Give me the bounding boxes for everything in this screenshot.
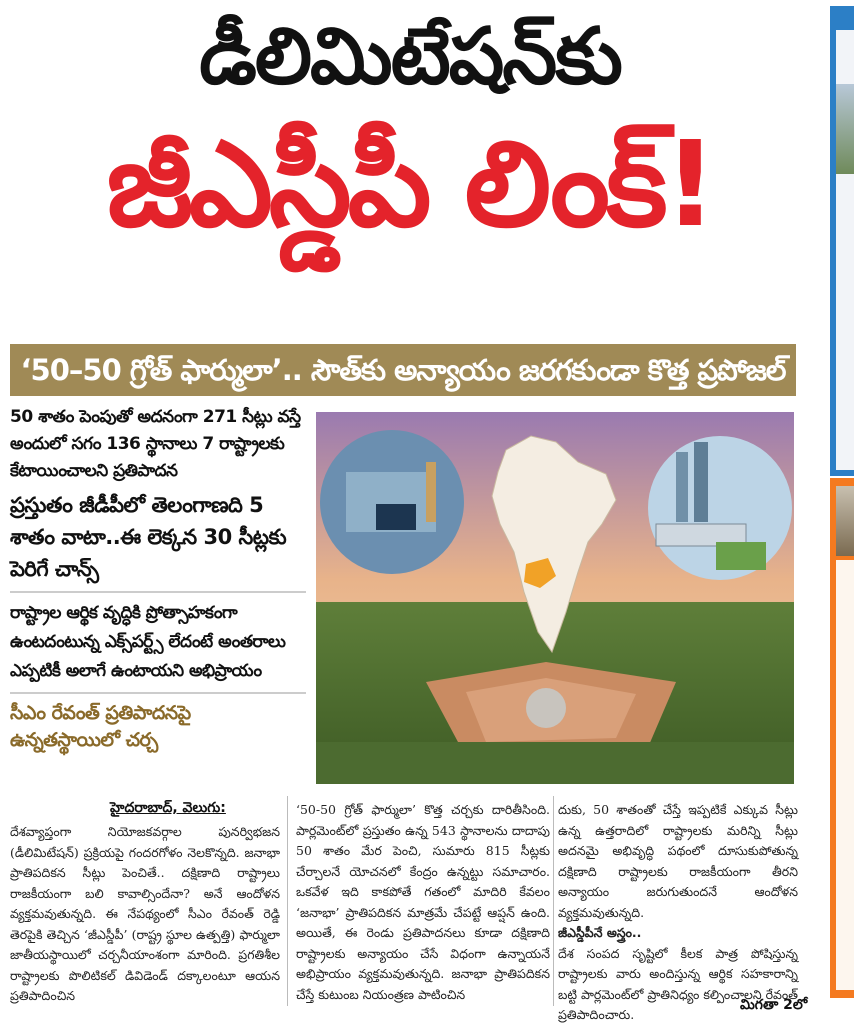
- column-rule: [553, 796, 554, 1006]
- article-column-2: ‘50-50 గ్రోత్ ఫార్ములా’ కొత్త చర్చకు దారితీసింది. పార్లమెంట్‌లో ప్రస్తుతం ఉన్న 543 స్థానాలను దాదాపు 50 శాతం మేర పెంచి, సుమారు 815 సీట్లకు చేర్చాలనే యోచనలో కేంద్రం ఉన్నట్టు సమాచారం. ఒకవేళ ఇది కాకపోతే గతంలో మాదిరి కేవలం ‘జనాభా’ ప్రాతిపదికన మాత్రమే చేపట్టే ఆప్షన్ ఉంది. అయితే, ఈ రెండు ప్రతిపాదనలు కూడా దక్షిణాది రాష్ట్రాలకు అన్యాయం చేసే విధంగా ఉన్నాయనే అభిప్రాయం వ్యక్తమవుతున్నది. జనాభా ప్రాతిపదికన చేస్తే కుటుంబ నియంత్రణ పాటించిన: [296, 802, 550, 1002]
- article-column-1: దేశవ్యాప్తంగా నియోజకవర్గాల పునర్విభజన (డీలిమిటేషన్) ప్రక్రియపై గందరగోళం నెలకొన్నది. జనాభా ప్రాతిపదికన సీట్లు పెంచితే.. దక్షిణాది రాష్ట్రాలు రాజకీయంగా బలి కావాల్సిందేనా? అనే ఆందోళన వ్యక్తమవుతున్నది. ఈ నేపథ్యంలో సీఎం రేవంత్ రెడ్డి తెరపైకి తెచ్చిన ‘జీఎస్డీపీ’ (రాష్ట్ర స్థూల ఉత్పత్తి) ఫార్ములా జాతీయస్థాయిలో చర్చనీయాంశంగా మారింది. ప్రగతిశీల రాష్ట్రాలకు పొలిటికల్ డివిడెండ్ దక్కాలంటూ ఆయన ప్రతిపాదించిన: [10, 824, 280, 1003]
- column-rule: [287, 796, 288, 1006]
- right-strip-photo: [836, 84, 854, 174]
- hero-illustration: [316, 412, 794, 784]
- highlight-point-4: సీఎం రేవంత్ ప్రతిపాదనపై ఉన్నతస్థాయిలో చర్చ: [10, 702, 191, 751]
- right-strip-photo-2: [836, 486, 854, 556]
- article-column-3: [558, 800, 798, 1026]
- divider: [10, 692, 306, 694]
- subheading-banner: ‘50–50 గ్రోత్ ఫార్ములా’.. సౌత్‌కు అన్యాయం జరగకుండా కొత్త ప్రపోజల్: [10, 344, 796, 396]
- highlights-sidebar: [10, 404, 306, 754]
- highlight-point-3: రాష్ట్రాల ఆర్థిక వృద్ధికి ప్రోత్సాహకంగా ఉంటదంటున్న ఎక్స్‌పర్ట్స్ లేదంటే అంతరాలు ఎప్పటికీ అలాగే ఉంటాయని అభిప్రాయం: [10, 603, 286, 681]
- article-subheading: జీఎస్డీపీనే అస్త్రం..: [558, 925, 642, 940]
- article-column-3-text: దుకు, 50 శాతంతో చేస్తే ఇప్పటికే ఎక్కువ సీట్లు ఉన్న ఉత్తరాదిలో రాష్ట్రాలకు మరిన్ని సీట్లు అదనమై అభివృద్ధి పథంలో దూసుకుపోతున్న దక్షిణాది రాష్ట్రాలకు రాజకీయంగా తీరని అన్యాయం జరుగుతుందనే ఆందోళన వ్యక్తమవుతున్నది.: [558, 802, 798, 920]
- headline-line2: జీఎస్డీపీ లింక్!: [106, 115, 714, 253]
- highlight-point-2: ప్రస్తుతం జీడీపీలో తెలంగాణది 5 శాతం వాటా..ఈ లెక్కన 30 సీట్లకు పెరిగే చాన్స్: [10, 493, 287, 581]
- right-strip-orange-panel: [836, 560, 854, 990]
- byline: హైదరాబాద్, వెలుగు:: [110, 800, 226, 816]
- article-column-3-text-2: దేశ సంపద సృష్టిలో కీలక పాత్ర పోషిస్తున్న రాష్ట్రాలకు వారు అందిస్తున్న ఆర్థిక సహకారాన్ని బట్టి పార్లమెంట్‌లో ప్రాతినిధ్యం కల్పించాలని రేవంత్ ప్రతిపాదించారు.: [558, 945, 798, 1022]
- headline-line1: డీలిమిటేషన్‌కు: [199, 12, 621, 102]
- highlight-point-1: 50 శాతం పెంపుతో అదనంగా 271 సీట్లు వస్తే అందులో సగం 136 స్థానాలు 7 రాష్ట్రాలకు కేటాయించాలని ప్రతిపాదన: [10, 407, 301, 481]
- continued-marker: మిగతా 2లో: [740, 997, 808, 1013]
- divider: [10, 591, 306, 593]
